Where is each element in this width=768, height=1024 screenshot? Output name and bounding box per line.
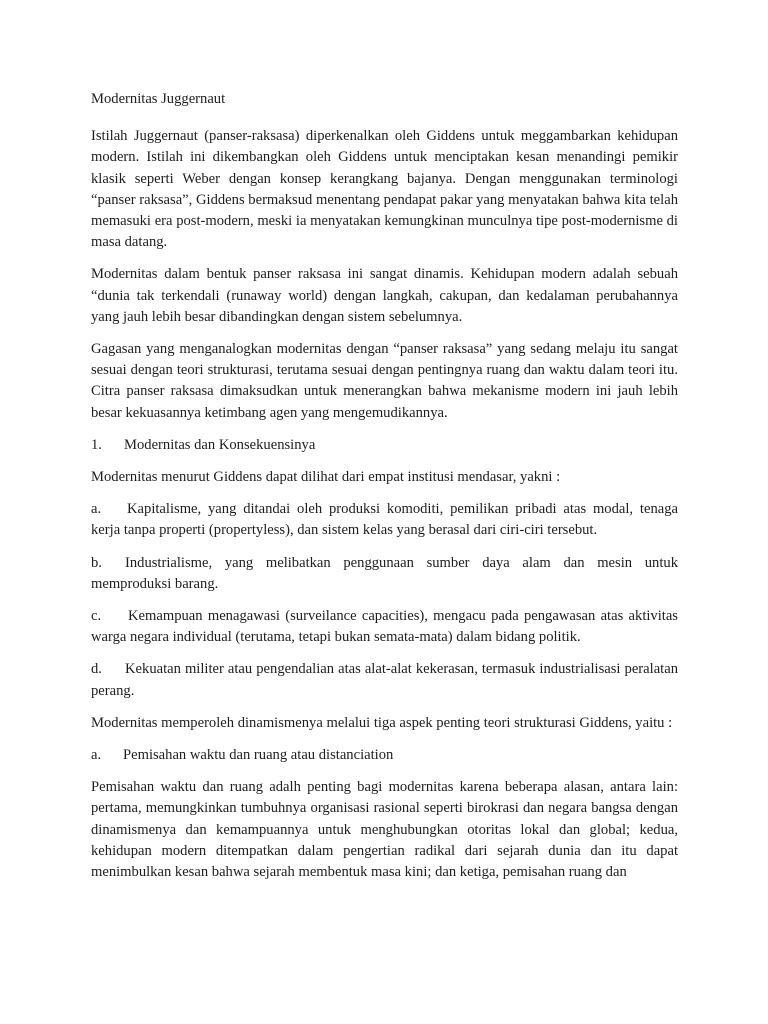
section-title: Modernitas dan Konsekuensinya [124,436,316,453]
list-item-text: Kekuatan militer atau pengendalian atas alat-alat kekerasan, termasuk industrialisasi peralatan perang. [91,661,678,699]
list-item-text: Kapitalisme, yang ditandai oleh produksi komoditi, pemilikan pribadi atas modal, tenaga kerja tanpa properti (propertyless), dan sistem kelas yang berasal dari ciri-ciri tersebut. [91,501,678,539]
aspect-marker: a. [91,747,102,764]
list-item-military-power [91,659,678,701]
paragraph-structuration: Gagasan yang menganalogkan modernitas dengan “panser raksasa” yang sedang melaju itu sangat sesuai dengan teori strukturasi, terutama sesuai dengan pentingnya ruang dan waktu dalam teori itu. Citra panser raksasa dimaksudkan untuk menerangkan bahwa mekanisme modern ini jauh lebih besar kekuasannya ketimbang agen yang mengemudikannya. [91,341,678,421]
list-marker: d. [91,661,102,678]
list-item-text: Industrialisme, yang melibatkan penggunaan sumber daya alam dan mesin untuk memproduksi barang. [91,554,678,592]
section-heading-modernity-consequences [91,435,678,456]
list-item-surveillance [91,606,678,648]
aspect-title: Pemisahan waktu dan ruang atau distanciation [123,747,394,764]
aspect-heading-distanciation [91,745,678,766]
list-item-industrialism [91,553,678,595]
document-page [91,89,678,894]
list-marker: a. [91,501,102,518]
section-number: 1. [91,436,102,453]
list-item-capitalism [91,499,678,541]
paragraph-time-space-separation: Pemisahan waktu dan ruang adalh penting bagi modernitas karena beberapa alasan, antara lain: pertama, memungkinkan tumbuhnya organisasi rasional seperti birokrasi dan negara bangsa dengan dinamismenya dan kemampuannya untuk menghubungkan otoritas lokal dan global; kedua, kehidupan modern ditempatkan dalam pengertian radikal dari sejarah dunia dan itu dapat menimbulkan kesan bahwa sejarah membentuk masa kini; dan ketiga, pemisahan ruang dan [91,779,678,881]
list-marker: b. [91,554,102,571]
paragraph-dynamic-modernity: Modernitas dalam bentuk panser raksasa ini sangat dinamis. Kehidupan modern adalah sebuah “dunia tak terkendali (runaway world) dengan langkah, cakupan, dan kedalaman perubahannya yang jauh lebih besar dibandingkan dengan sistem sebelumnya. [91,266,678,325]
paragraph-juggernaut-intro: Istilah Juggernaut (panser-raksasa) diperkenalkan oleh Giddens untuk meggambarkan kehidupan modern. Istilah ini dikembangkan oleh Giddens untuk menciptakan kesan menandingi pemikir klasik seperti Weber dengan konsep kerangkang bajanya. Dengan menggunakan terminologi “panser raksasa”, Giddens bermaksud menentang pendapat pakar yang menyatakan bahwa kita telah memasuki era post-modern, meski ia menyatakan kemungkinan munculnya tipe post-modernisme di masa datang. [91,128,678,251]
paragraph-three-aspects: Modernitas memperoleh dinamismenya melalui tiga aspek penting teori strukturasi Giddens, yaitu : [91,714,673,731]
paragraph-four-institutions: Modernitas menurut Giddens dapat dilihat dari empat institusi mendasar, yakni : [91,469,561,486]
document-title: Modernitas Juggernaut [91,91,226,107]
list-item-text: Kemampuan menagawasi (surveilance capacities), mengacu pada pengawasan atas aktivitas warga negara individual (terutama, tetapi bukan semata-mata) dalam bidang politik. [91,608,678,646]
list-marker: c. [91,608,102,625]
